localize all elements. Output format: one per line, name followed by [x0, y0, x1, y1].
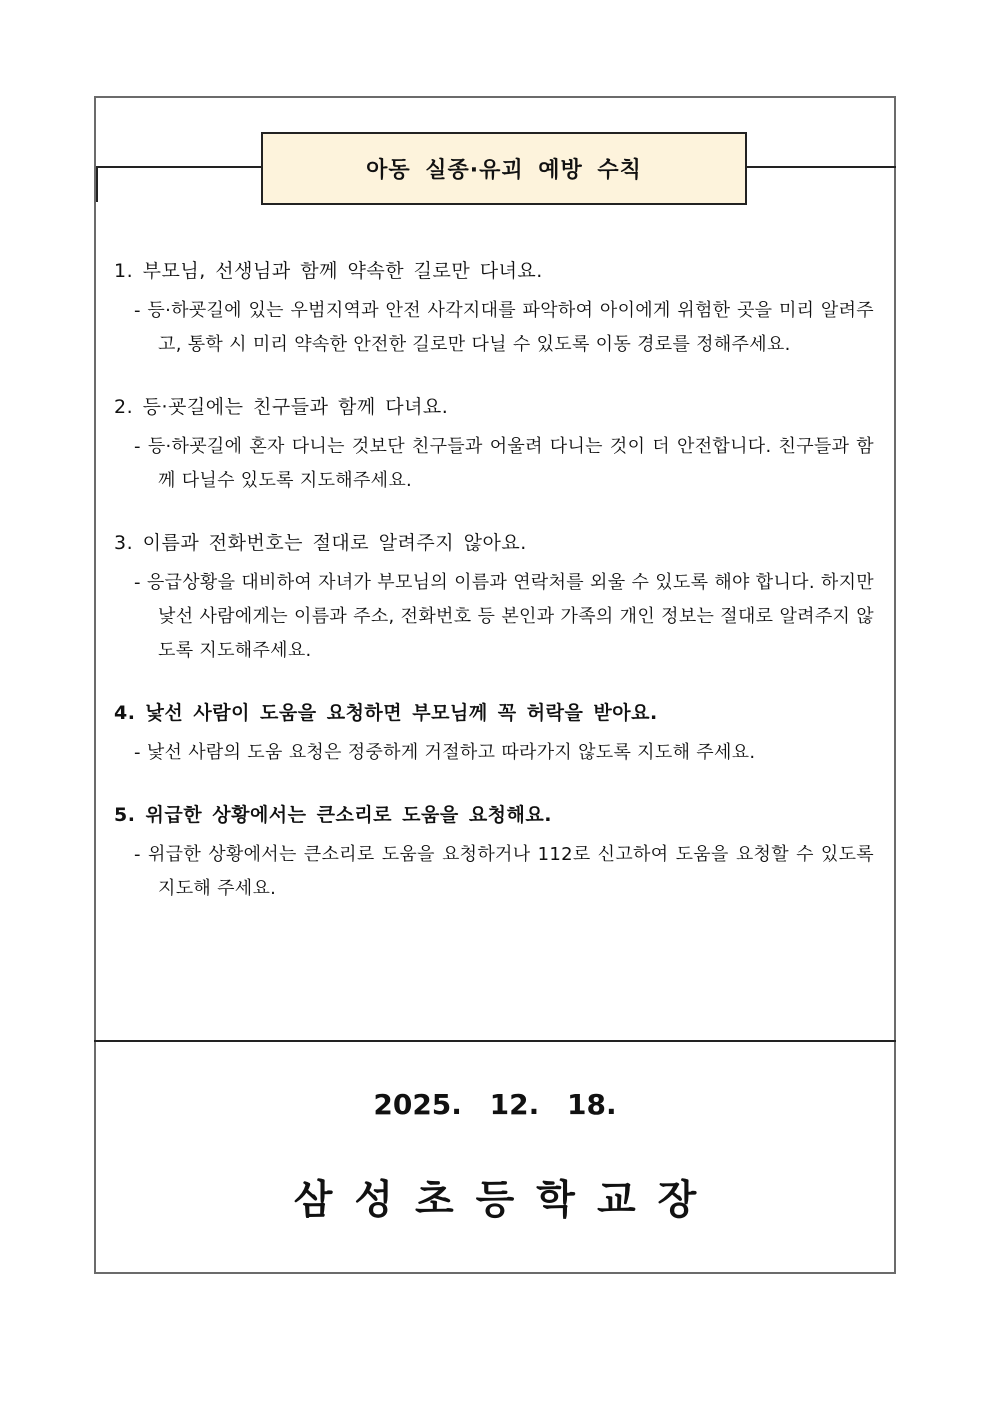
rule-description: - 낯선 사람의 도움 요청은 정중하게 거절하고 따라가지 않도록 지도해 주세요.	[134, 742, 756, 763]
rule-heading: 3. 이름과 전화번호는 절대로 알려주지 않아요.	[114, 532, 527, 554]
rule-heading: 2. 등·굣길에는 친구들과 함께 다녀요.	[114, 396, 449, 418]
rule-item-5	[114, 798, 874, 906]
rule-description: - 위급한 상황에서는 큰소리로 도움을 요청하거나 112로 신고하여 도움을 요청할 수 있도록 지도해 주세요.	[134, 844, 874, 899]
rule-description: - 응급상황을 대비하여 자녀가 부모님의 이름과 연락처를 외울 수 있도록 해야 합니다. 하지만 낯선 사람에게는 이름과 주소, 전화번호 등 본인과 가족의 개인 정보는 절대로 알려주지 않도록 지도해주세요.	[134, 572, 874, 661]
rules-list	[114, 254, 874, 934]
title-rule-right	[746, 166, 896, 168]
rule-heading: 5. 위급한 상황에서는 큰소리로 도움을 요청해요.	[114, 804, 552, 826]
rule-item-4	[114, 696, 874, 770]
title-box	[261, 132, 747, 205]
rule-item-2	[114, 390, 874, 498]
rule-item-1	[114, 254, 874, 362]
section-divider	[94, 1040, 896, 1042]
principal-signature: 삼성초등학교장	[293, 1177, 719, 1223]
title-rule-left	[96, 166, 262, 168]
rule-description: - 등·하굣길에 혼자 다니는 것보단 친구들과 어울려 다니는 것이 더 안전합니다. 친구들과 함께 다닐수 있도록 지도해주세요.	[134, 436, 874, 491]
issue-date: 2025. 12. 18.	[373, 1088, 617, 1121]
rule-heading: 1. 부모님, 선생님과 함께 약속한 길로만 다녀요.	[114, 260, 543, 282]
rule-item-3	[114, 526, 874, 668]
document-title: 아동 실종·유괴 예방 수칙	[366, 158, 642, 183]
rule-description: - 등·하굣길에 있는 우범지역과 안전 사각지대를 파악하여 아이에게 위험한 곳을 미리 알려주고, 통학 시 미리 약속한 안전한 길로만 다닐 수 있도록 이동 경로를 정해주세요.	[134, 300, 874, 355]
title-rule-left-tick	[96, 166, 98, 202]
rule-heading: 4. 낯선 사람이 도움을 요청하면 부모님께 꼭 허락을 받아요.	[114, 702, 658, 724]
